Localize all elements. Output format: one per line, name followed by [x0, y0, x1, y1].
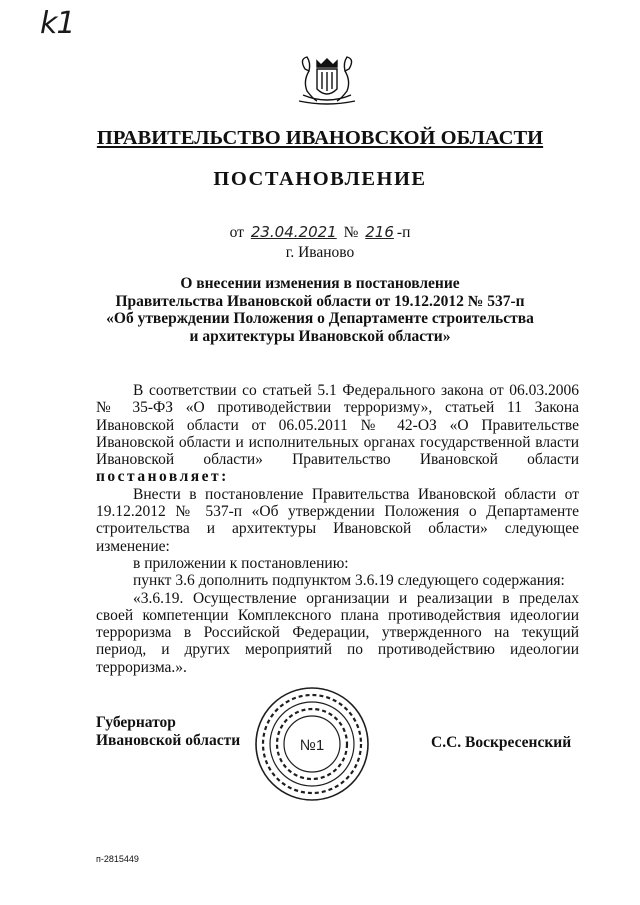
position-line: Губернатор: [96, 714, 176, 731]
position-line: Ивановской области: [96, 732, 241, 749]
subject-line: «Об утверждении Положения о Департаменте строительства: [106, 310, 534, 327]
subject-line: Правительства Ивановской области от 19.12.2012 № 537-п: [115, 292, 525, 310]
preamble-text: В соответствии со статьей 5.1 Федерального закона от 06.03.2006 № 35-ФЗ «О противодействии терроризму», статьей 11 Закона Ивановской области от 06.05.2011 № 42-ОЗ «О Правительстве Ивановской области и исполнительных органах государственной власти Ивановской области» Правительство Ивановской области: [96, 382, 579, 469]
document-subject: [100, 275, 540, 345]
official-seal-stamp: [253, 685, 371, 803]
document-type-heading: ПОСТАНОВЛЕНИЕ: [213, 168, 427, 190]
signatory-position: [96, 714, 240, 750]
subject-line: и архитектуры Ивановской области»: [189, 327, 451, 345]
signatory-name: С.С. Воскресенский: [431, 734, 572, 751]
document-body: [96, 382, 579, 676]
subject-line: О внесении изменения в постановление: [180, 275, 460, 292]
organization-title: ПРАВИТЕЛЬСТВО ИВАНОВСКОЙ ОБЛАСТИ: [96, 127, 544, 149]
city-line: г. Иваново: [285, 244, 355, 261]
footer-reference-code: п-2815449: [96, 854, 139, 864]
date-prefix: от: [229, 224, 244, 241]
handwritten-corner-mark: k1: [40, 6, 75, 41]
coat-of-arms-emblem: [295, 55, 359, 107]
number-label: №: [343, 224, 359, 241]
decree-word: постановляет:: [96, 468, 229, 486]
preamble-paragraph: [96, 382, 579, 486]
number-suffix: -п: [396, 224, 411, 241]
handwritten-date: 23.04.2021: [250, 223, 337, 241]
body-paragraph: «3.6.19. Осуществление организации и реализации в пределах своей компетенции Комплексного плана противодействия идеологии терроризма в Российской Федерации, утвержденного на текущий период, и других мероприятий по противодействию идеологии терроризма.».: [96, 589, 579, 676]
stamp-number: №1: [299, 737, 325, 754]
body-paragraph: в приложении к постановлению:: [133, 554, 349, 572]
body-paragraph: пункт 3.6 дополнить подпунктом 3.6.19 следующего содержания:: [133, 572, 565, 590]
registration-line: [0, 223, 640, 242]
body-paragraph: Внести в постановление Правительства Ивановской области от 19.12.2012 № 537-п «Об утверждении Положения о Департаменте строительства и архитектуры Ивановской области» следующее изменение:: [96, 485, 579, 555]
handwritten-number: 216: [365, 223, 394, 241]
